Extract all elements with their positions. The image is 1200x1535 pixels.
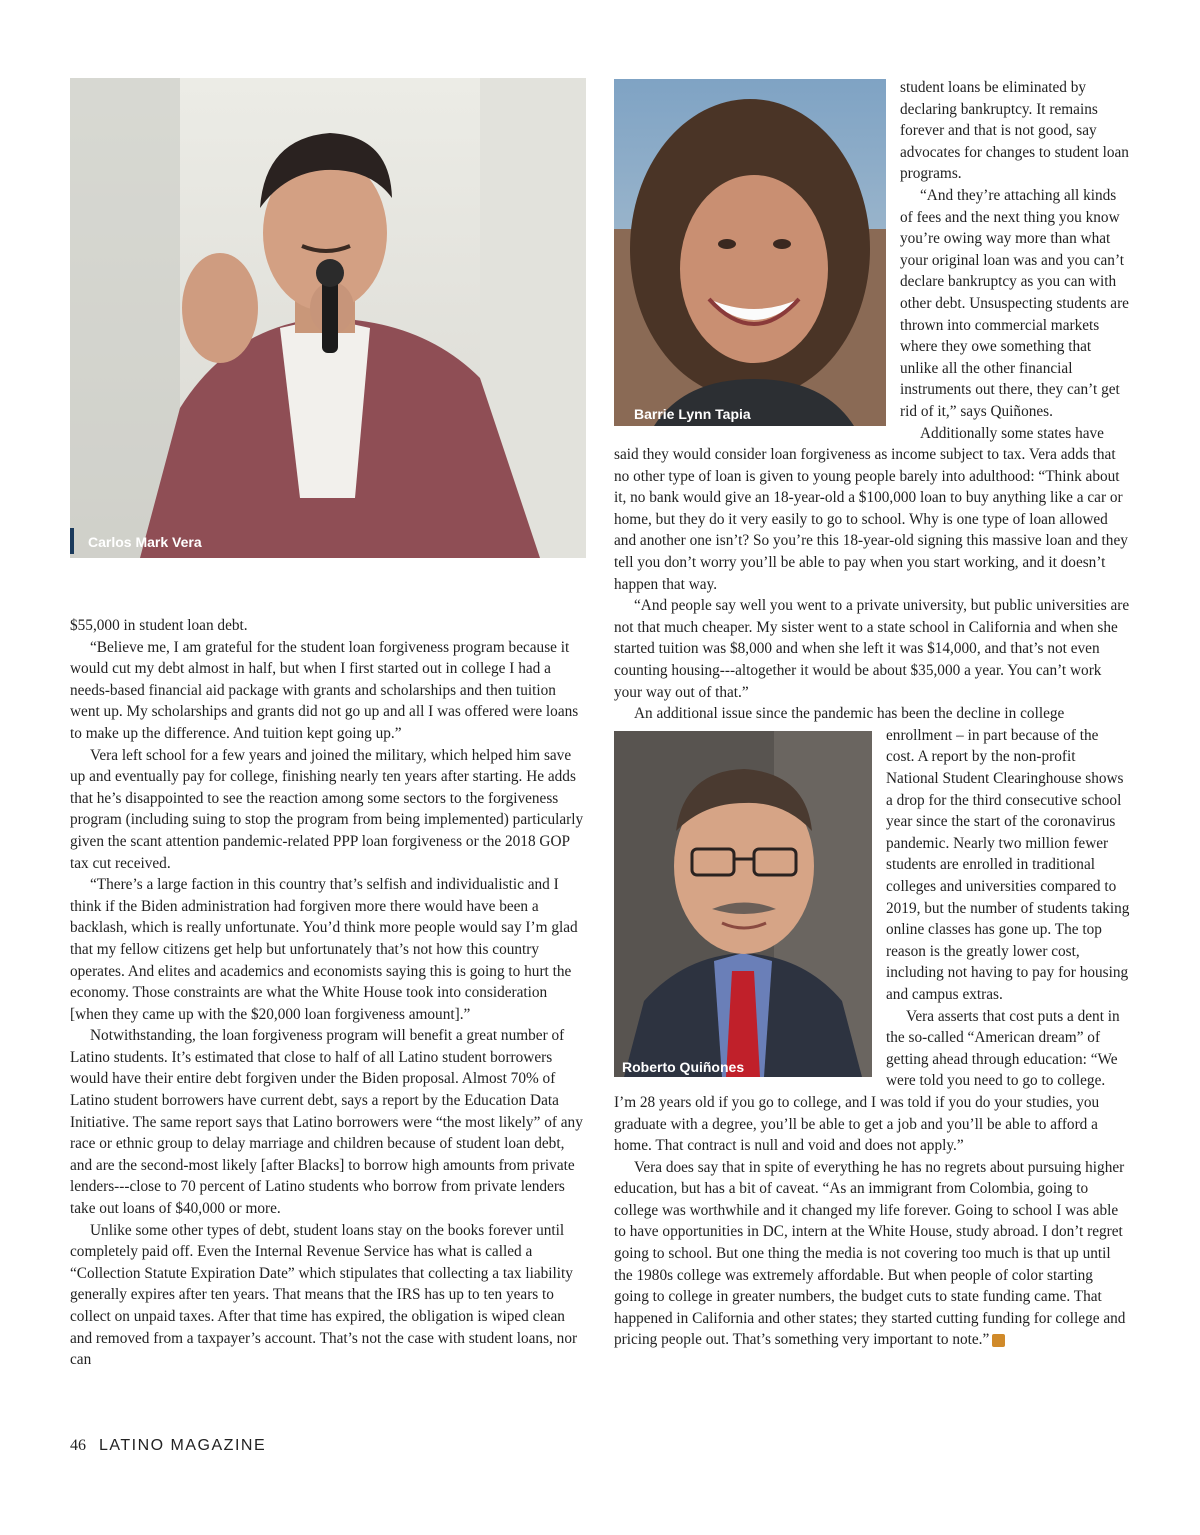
caption-roberto-quinones: Roberto Quiñones xyxy=(622,1058,745,1075)
left-column xyxy=(70,615,586,1371)
paragraph: An additional issue since the pandemic has been the decline in college xyxy=(634,705,1065,723)
paragraph: $55,000 in student loan debt. xyxy=(70,617,248,634)
paragraph: Notwithstanding, the loan forgiveness program will benefit a great number of Latino students. It’s estimated that close to half of all Latino student borrowers would have their entire debt forgiven under the Biden proposal. Almost 70% of Latino student borrowers have current debt, says a report by the Education Data Initiative. The same report says that Latino borrowers were “the most likely” of any race or ethnic group to delay marriage and children because of student loan debt, and are the second-most likely [after Blacks] to borrow high amounts from private lenders---close to 70 percent of Latino students who borrow from private lenders take out loans of $40,000 or more. xyxy=(70,1027,583,1218)
man-with-glasses-portrait-photo-icon xyxy=(614,731,872,1077)
caption-barrie-tapia: Barrie Lynn Tapia xyxy=(634,406,751,422)
roberto-quinones-photo xyxy=(614,731,872,1077)
caption-accent-bar xyxy=(70,528,74,554)
carlos-vera-photo xyxy=(70,78,586,558)
page-number: 46 xyxy=(70,1437,86,1454)
paragraph: Unlike some other types of debt, student loans stay on the books forever until completely paid off. Even the Internal Revenue Service has what is called a “Collection Statute Expiration Date” which stipulates that collecting a tax liability generally expires after ten years. That means that the IRS has up to ten years to collect on unpaid taxes. After that time has expired, the obligation is wiped clean and removed from a taxpayer’s account. That’s not the case with student loans, nor can xyxy=(70,1221,578,1369)
paragraph: Vera left school for a few years and joined the military, which helped him save up and eventually pay for college, finishing nearly ten years after starting. He adds that he’s disappointed to see the reaction among some sectors to the forgiveness program (including suing to stop the program from being implemented) particularly given the scant attention pandemic-related PPP loan forgiveness or the 2018 GOP tax cut received. xyxy=(70,746,584,872)
page-footer xyxy=(70,1437,266,1455)
paragraph: “And people say well you went to a private university, but public universities are not that much cheaper. My sister went to a state school in California and when she started tuition was $8,000 and when she left it was $14,000, and that’s not even counting housing---altogether it would be about $35,000 a year. You can’t work your way out of that.” xyxy=(614,597,1130,701)
paragraph: student loans be eliminated by declaring bankruptcy. It remains forever and that is not good, say advocates for changes to student loan programs. xyxy=(900,79,1129,183)
caption-carlos-vera: Carlos Mark Vera xyxy=(88,534,202,550)
magazine-name: LATINO MAGAZINE xyxy=(99,1437,267,1454)
smiling-woman-portrait-photo-icon xyxy=(614,79,886,426)
paragraph: Additionally some states have said they would consider loan forgiveness as income subject to tax. Vera adds that no other type of loan is given to young people barely into adulthood: “Think about it, no bank would give an 18-year-old a $100,000 loan to buy anything like a car or home, but they do it very easily to go to school. Why is one type of loan allowed and another one isn’t? So you’re this 18-year-old signing this massive loan and they tell you don’t worry you’ll be able to pay when you start working, and it doesn’t happen that way. xyxy=(614,424,1128,593)
paragraph-text: Vera does say that in spite of everything he has no regrets about pursuing higher education, but has a bit of caveat. “As an immigrant from Colombia, going to college was worthwhile and it changed my life forever. Going to school I was able to have opportunities in DC, intern at the White House, study abroad. I don’t regret going to school. But one thing the media is not covering too much is that up until the 1980s college was extremely affordable. But when people of color starting going to college in greater numbers, the budget cuts to state funding came. That happened in California and other states; they started cutting funding for college and pricing people out. That’s something very important to note.” xyxy=(614,1158,1126,1349)
paragraph xyxy=(614,1157,1130,1351)
paragraph: enrollment – in part because of the cost. A report by the non-profit National Student Clearinghouse shows a drop for the third consecutive school year since the start of the coronavirus pandemic. Nearly two million fewer students are enrolled in traditional colleges and universities compared to 2019, but the number of students taking online classes has gone up. The top reason is the greatly lower cost, including not having to pay for housing and campus extras. xyxy=(886,726,1130,1003)
paragraph: “And they’re attaching all kinds of fees and the next thing you know you’re owing way more than what your original loan was and you can’t declare bankruptcy as you can with other debt. Unsuspecting students are thrown into commercial markets where they owe something that unlike all the other financial instruments out there, they can’t get rid of it,” says Quiñones. xyxy=(900,186,1129,420)
paragraph: “There’s a large faction in this country that’s selfish and individualistic and I think if the Biden administration had forgiven more there would have been a backlash, which is really unfortunate. You’d think more people would say I’m glad that my fellow citizens get help but unfortunately that’s not how this country operates. And elites and academics and economists saying this is going to hurt the economy. Those constraints are what the White House took into consideration [when they came up with the $20,000 loan forgiveness amount].” xyxy=(70,876,578,1023)
end-of-article-mark-icon: L xyxy=(992,1334,1005,1347)
paragraph: Vera asserts that cost puts a dent in the so-called “American dream” of getting ahead through education: “We were told you need to go to college. I’m 28 years old if you go to college, and I was told if you do your studies, you graduate with a degree, you’ll be able to get a job and you’ll be able to afford a home. That contract is null and void and does not apply.” xyxy=(614,1007,1120,1155)
barrie-tapia-photo xyxy=(614,79,886,426)
speaker-with-microphone-photo-icon xyxy=(70,78,586,558)
right-column xyxy=(614,77,1130,1351)
paragraph: “Believe me, I am grateful for the student loan forgiveness program because it would cut my debt almost in half, but when I first started out in college I had a needs-based financial aid package with grants and scholarships and then tuition went up. My scholarships and grants did not go up and all I was offered were loans to make up the difference. And tuition kept going up.” xyxy=(70,638,579,742)
